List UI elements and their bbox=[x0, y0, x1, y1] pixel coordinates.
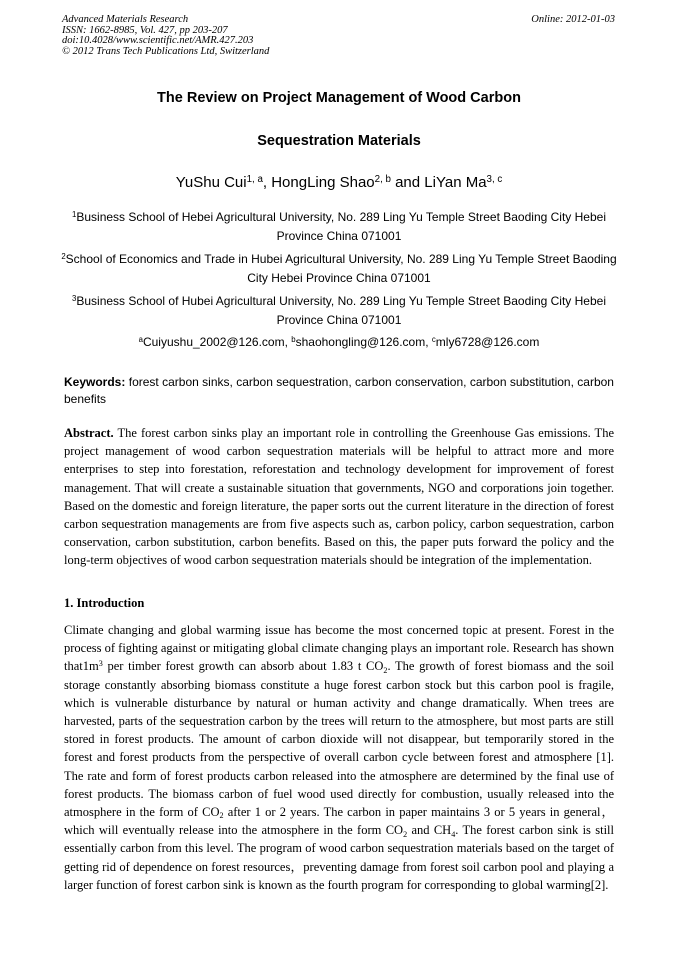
intro-text: . The growth of forest biomass and the soil storage constantly absorbing biomass constitute a huge forest carbon stock but this carbon pool is fragile, which is vulnerable disturbance by natural or human activity and change dramatically. When trees are harvested, parts of the sequestration carbon by the trees will return to the atmosphere, but most parts are still stored in forest products. The amount of carbon dioxide will not disappear, but temporarily stored in the forest and forest products from the perspective of overall carbon cycle between forest and atmosphere [1]. The rate and form of forest products carbon released into the atmosphere are determined by the final use of forest products. The biomass carbon of fuel wood used directly for combustion, usually released into the atmosphere in the form of CO bbox=[64, 659, 614, 820]
affiliation-1 bbox=[60, 208, 618, 246]
doi-line[interactable]: doi:10.4028/www.scientific.net/AMR.427.203 bbox=[62, 35, 254, 47]
email-sup: a bbox=[138, 334, 143, 344]
intro-text: . The forest carbon sink is still essentially carbon from this level. The program of wood carbon sequestration materials based on the target of getting rid of dependence on forest resources，preventing damage from forest soil carbon pool and playing a larger function of forest carbon sink is known as the fourth program for corresponding to global warming[2]. bbox=[64, 823, 614, 892]
issn-line: ISSN: 1662-8985, Vol. 427, pp 203-207 bbox=[62, 24, 228, 36]
affiliation-sup: 3 bbox=[72, 293, 77, 303]
author-sup: 2, b bbox=[374, 173, 391, 185]
affiliation-3 bbox=[60, 292, 618, 330]
author-list bbox=[0, 174, 678, 191]
author-name: YuShu Cui bbox=[175, 174, 247, 191]
copyright-line: © 2012 Trans Tech Publications Ltd, Switzerland bbox=[62, 45, 270, 57]
email-list bbox=[0, 335, 678, 349]
keywords-block bbox=[64, 374, 614, 408]
email-separator: , bbox=[425, 335, 432, 349]
intro-text: and CH bbox=[407, 823, 452, 838]
journal-name: Advanced Materials Research bbox=[62, 14, 189, 25]
affiliation-sup: 1 bbox=[72, 209, 77, 219]
intro-sub: 2 bbox=[403, 829, 408, 839]
abstract-block bbox=[64, 424, 614, 570]
affiliation-text: School of Economics and Trade in Hubei Agricultural University, No. 289 Ling Yu Temple Street Baoding City Hebei Province China 071001 bbox=[65, 252, 617, 285]
affiliation-text: Business School of Hebei Agricultural University, No. 289 Ling Yu Temple Street Baoding City Hebei Province China 071001 bbox=[76, 210, 606, 243]
email-separator: , bbox=[284, 335, 292, 349]
keywords-label: Keywords: bbox=[64, 375, 126, 389]
abstract-label: Abstract. bbox=[64, 426, 114, 440]
abstract-text: The forest carbon sinks play an important role in controlling the Greenhouse Gas emissions. The project management of wood carbon sequestration materials will be helpful to attract more and more enterprises to step into forestation, reforestation and technology development for improvement of forest management. That will create a sustainable situation that governments, NGO and corporations join together. Based on the domestic and foreign literature, the paper sorts out the current literature in the direction of forest carbon sequestration managements are from five aspects such as, carbon policy, carbon sequestration, carbon conservation, carbon substitution, carbon benefits. Based on this, the paper puts forward the policy and the long-term objectives of wood carbon sequestration materials should be integration of the implementation. bbox=[64, 426, 614, 568]
intro-sup: 3 bbox=[98, 658, 103, 668]
email-link[interactable]: mly6728@126.com bbox=[435, 335, 540, 349]
intro-text: Climate changing and global warming issue has become the most concerned topic at present. Forest in the process of fighting against or mitigating global climate changing plays an important role. Research has shown that1m bbox=[64, 623, 614, 674]
section-heading-introduction: 1. Introduction bbox=[64, 596, 145, 610]
author-sup: 3, c bbox=[486, 173, 503, 185]
journal-header bbox=[62, 15, 269, 57]
author-separator: , bbox=[262, 174, 272, 191]
email-link[interactable]: shaohongling@126.com bbox=[295, 335, 426, 349]
online-date: Online: 2012-01-03 bbox=[531, 14, 615, 25]
author-sup: 1, a bbox=[246, 173, 263, 185]
paper-title-line2: Sequestration Materials bbox=[257, 133, 421, 149]
intro-text: per timber forest growth can absorb about 1.83 t CO bbox=[102, 659, 384, 674]
keywords-text: forest carbon sinks, carbon sequestration, carbon conservation, carbon substitution, carbon benefits bbox=[64, 375, 614, 406]
email-sup: c bbox=[431, 334, 436, 344]
paper-title-line1: The Review on Project Management of Wood Carbon bbox=[157, 90, 521, 106]
introduction-paragraph bbox=[64, 621, 614, 894]
email-sup: b bbox=[291, 334, 296, 344]
email-link[interactable]: Cuiyushu_2002@126.com bbox=[142, 335, 285, 349]
intro-sub: 2 bbox=[383, 665, 388, 675]
affiliation-2 bbox=[60, 250, 618, 288]
intro-sub: 4 bbox=[451, 829, 456, 839]
author-name: HongLing Shao bbox=[271, 174, 375, 191]
affiliation-sup: 2 bbox=[61, 251, 66, 261]
affiliation-text: Business School of Hubei Agricultural University, No. 289 Ling Yu Temple Street Baoding City Hebei Province China 071001 bbox=[76, 294, 606, 327]
intro-sub: 2 bbox=[219, 811, 224, 821]
intro-text: after 1 or 2 years. The carbon in paper maintains 3 or 5 years in general，which will eventually release into the atmosphere in the form CO bbox=[64, 805, 614, 838]
author-name: LiYan Ma bbox=[424, 174, 487, 191]
author-separator: and bbox=[390, 174, 425, 191]
